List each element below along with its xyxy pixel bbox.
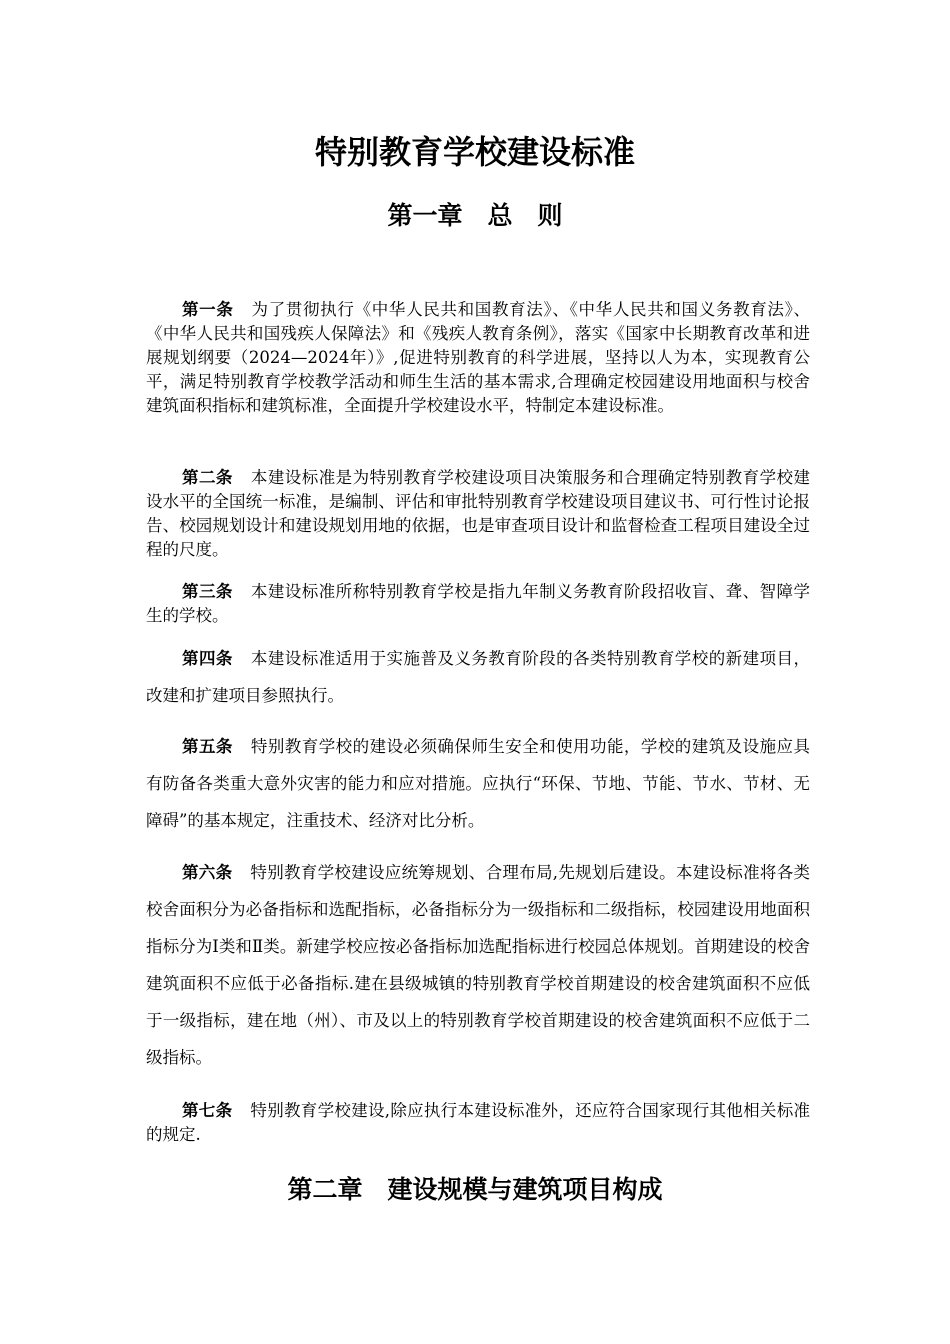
chapter-1-title: 第一章 总 则 [387,201,563,230]
article-label: 第五条 [182,737,233,756]
article-label: 第一条 [182,300,234,319]
article-label: 第四条 [182,649,233,668]
article-text: 本建设标准适用于实施普及义务教育阶段的各类特别教育学校的新建项目，改建和扩建项目参照执行。 [146,649,811,705]
article-text: 特别教育学校的建设必须确保师生安全和使用功能，学校的建筑及设施应具有防备各类重大意外灾害的能力和应对措施。应执行“环保、节地、节能、节水、节材、无障碍”的基本规定，注重技术、经济对比分析。 [146,737,811,830]
document-title: 特别教育学校建设标准 [314,133,635,171]
chapter-2-title: 第二章 建设规模与建筑项目构成 [287,1175,663,1204]
article-label: 第六条 [182,863,233,882]
article-1 [146,298,810,418]
article-label: 第七条 [182,1101,233,1120]
article-text: 特别教育学校建设,除应执行本建设标准外，还应符合国家现行其他相关标准的规定. [146,1101,811,1144]
article-text: 本建设标准所称特别教育学校是指九年制义务教育阶段招收盲、聋、智障学生的学校。 [146,582,811,625]
article-label: 第二条 [182,468,233,487]
article-3 [146,580,810,628]
article-6 [146,854,810,1076]
article-5 [146,728,810,839]
article-text: 本建设标准是为特别教育学校建设项目决策服务和合理确定特别教育学校建设水平的全国统一标准，是编制、评估和审批特别教育学校建设项目建议书、可行性讨论报告、校园规划设计和建设规划用地的依据，也是审查项目设计和监督检查工程项目建设全过程的尺度。 [146,468,811,559]
article-text: 为了贯彻执行《中华人民共和国教育法》、《中华人民共和国义务教育法》、《中华人民共和国残疾人保障法》和《残疾人教育条例》，落实《国家中长期教育改革和进展规划纲要（2024—2024年）》,促进特别教育的科学进展，坚持以人为本，实现教育公平，满足特别教育学校教学活动和师生生活的基本需求,合理确定校园建设用地面积与校舍建筑面积指标和建筑标准，全面提升学校建设水平，特制定本建设标准。 [146,300,811,415]
article-4 [146,640,810,714]
article-7 [146,1099,810,1147]
article-label: 第三条 [182,582,233,601]
article-2 [146,466,810,562]
article-text: 特别教育学校建设应统筹规划、合理布局,先规划后建设。本建设标准将各类校舍面积分为必备指标和选配指标，必备指标分为一级指标和二级指标，校园建设用地面积指标分为Ⅰ类和Ⅱ类。新建学校应按必备指标加选配指标进行校园总体规划。首期建设的校舍建筑面积不应低于必备指标.建在县级城镇的特别教育学校首期建设的校舍建筑面积不应低于一级指标，建在地（州）、市及以上的特别教育学校首期建设的校舍建筑面积不应低于二级指标。 [146,863,811,1067]
